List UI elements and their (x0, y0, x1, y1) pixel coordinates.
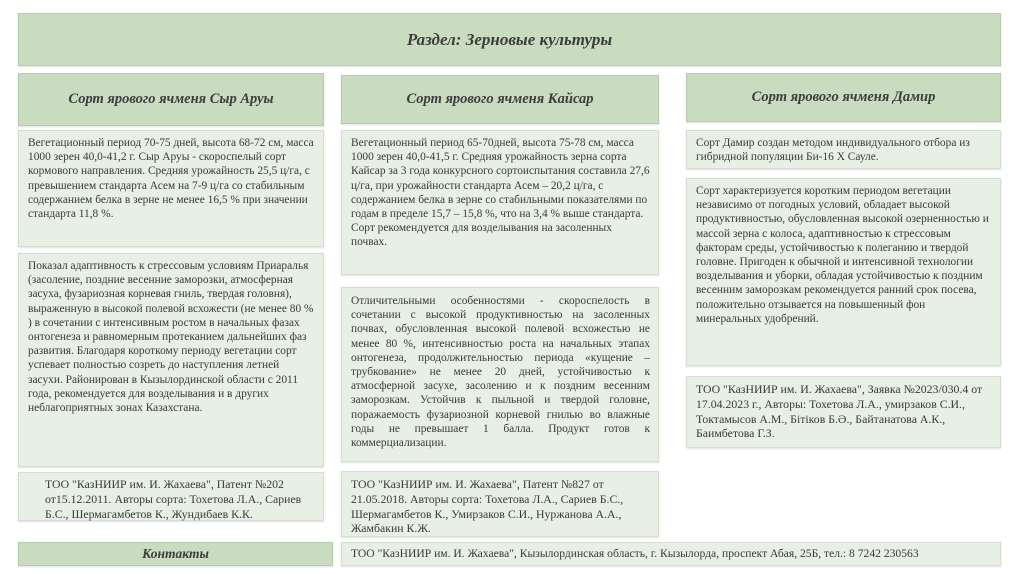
column-2-features-text: Отличительными особенностями - скороспелость в сочетании с высокой продуктивностью на засоленных почвах, обусловленная высокой полевой всхожестью не менее 80 %, интенсивностью роста на начальных этапах онтогенеза, продолжительностью периода «кущение – трубкование» не менее 20 дней, устойчивостью к атмосферной засухе, засолению и к поздним весенним заморозкам. Устойчив к пыльной и твердой головне, поражаемость фузариозной корневой гнилью во влажные годы не превышает 1 балла. Продукт готов к коммерциализации. (351, 295, 650, 450)
column-1-features-text: Показал адаптивность к стрессовым условиям Приаралья (засоление, поздние весенние заморозки, атмосферная засуха, фузариозная корневая гниль, твердая головня), выраженную в высокой полевой всхожести (не менее 80 % ) в сочетании с интенсивным ростом в начальных фазах онтогенеза и равномерным протеканием дальнейших фаз развития. Благодаря короткому периоду вегетации сорт успевает полностью созреть до наступления летней засухи. Районирован в Кызылординской области с 2011 года, рекомендуется для возделывания и в других неблагоприятных зонах Казахстана. (28, 260, 314, 415)
contacts-label-box (18, 542, 333, 566)
column-3-patent-text: ТОО "КазНИИР им. И. Жахаева", Заявка №2023/030.4 от 17.04.2023 г., Авторы: Тохетова Л.А., умирзаков С.И., Токтамысов А.М., Бітіков Б.Ә., Байтанатова А.К., Баимбетова Г.З. (696, 382, 983, 441)
column-3-features-text: Сорт характеризуется коротким периодом вегетации независимо от погодных условий, обладает высокой продуктивностью, обусловленная высокой озерненностью и массой зерна с колоса, адаптивностью к стрессовым факторам среды, устойчивостью к полеганию и твердой головне. Пригоден к обычной и интенсивной технологии возделывания и уборки, обладая устойчивостью к поздним весенним заморозкам рекомендуется ранний срок посева, положительно отзывается на повышенный фон минеральных удобрений. (696, 185, 989, 325)
contacts-info (341, 542, 1001, 566)
column-1-heading: Сорт ярового ячменя Сыр Аруы (68, 91, 274, 107)
column-3-description (686, 130, 1001, 169)
column-1-patent-text: ТОО "КазНИИР им. И. Жахаева", Патент №202 от15.12.2011. Авторы сорта: Тохетова Л.А., Сариев Б.С., Шермагамбетов К., Жундибаев К.К. (45, 477, 302, 521)
column-2-description-text: Вегетационный период 65-70дней, высота 75-78 см, масса 1000 зерен 40,0-41,5 г. Средняя урожайность зерна сорта Кайсар за 3 года конкурсного сортоиспытания составила 27,6 ц/га, при урожайности стандарта Асем – 20,2 ц/га, с содержанием белка в зерне со стабильными показателями по годам в пределе 15,7 – 15,8 %, что на 3,4 % выше стандарта. Сорт рекомендуется для возделывания на засоленных почвах. (351, 137, 650, 249)
column-1-patent (18, 472, 324, 521)
contacts-info-text: ТОО "КазНИИР им. И. Жахаева", Кызылординская область, г. Кызылорда, проспект Абая, 25Б, тел.: 8 7242 230563 (351, 547, 919, 560)
section-title: Раздел: Зерновые культуры (406, 29, 613, 49)
column-2-heading: Сорт ярового ячменя Кайсар (406, 91, 594, 107)
column-1-description-text: Вегетационный период 70-75 дней, высота 68-72 см, масса 1000 зерен 40,0-41,2 г. Сыр Аруы - скороспелый сорт кормового направления. Средняя урожайность 25,5 ц/га, с превышением стандарта Асем на 7-9 ц/га со стабильным содержанием белка в зерне не менее 16,5 % при значении стандарта 11,8 %. (28, 137, 314, 221)
column-1-features (18, 253, 324, 467)
column-1-heading-box (18, 73, 324, 126)
column-2-heading-box (341, 75, 659, 124)
column-2-patent (341, 471, 659, 537)
column-3-heading-box (686, 73, 1001, 122)
column-3-features (686, 178, 1001, 366)
column-3-heading: Сорт ярового ячменя Дамир (751, 89, 936, 105)
section-title-bar (18, 13, 1001, 66)
column-1-description (18, 130, 324, 247)
column-2-features (341, 287, 659, 462)
column-2-patent-text: ТОО "КазНИИР им. И. Жахаева", Патент №827 от 21.05.2018. Авторы сорта: Тохетова Л.А., Сариев Б.С., Шермагамбетов К., Умирзаков С.И., Нуржанова А.А., Жамбакин К.Ж. (351, 477, 624, 536)
column-3-description-text: Сорт Дамир создан методом индивидуального отбора из гибридной популяции Би-16 Х Сауле. (696, 137, 970, 164)
column-3-patent (686, 376, 1001, 448)
contacts-label: Контакты (142, 546, 209, 561)
column-2-description (341, 130, 659, 275)
